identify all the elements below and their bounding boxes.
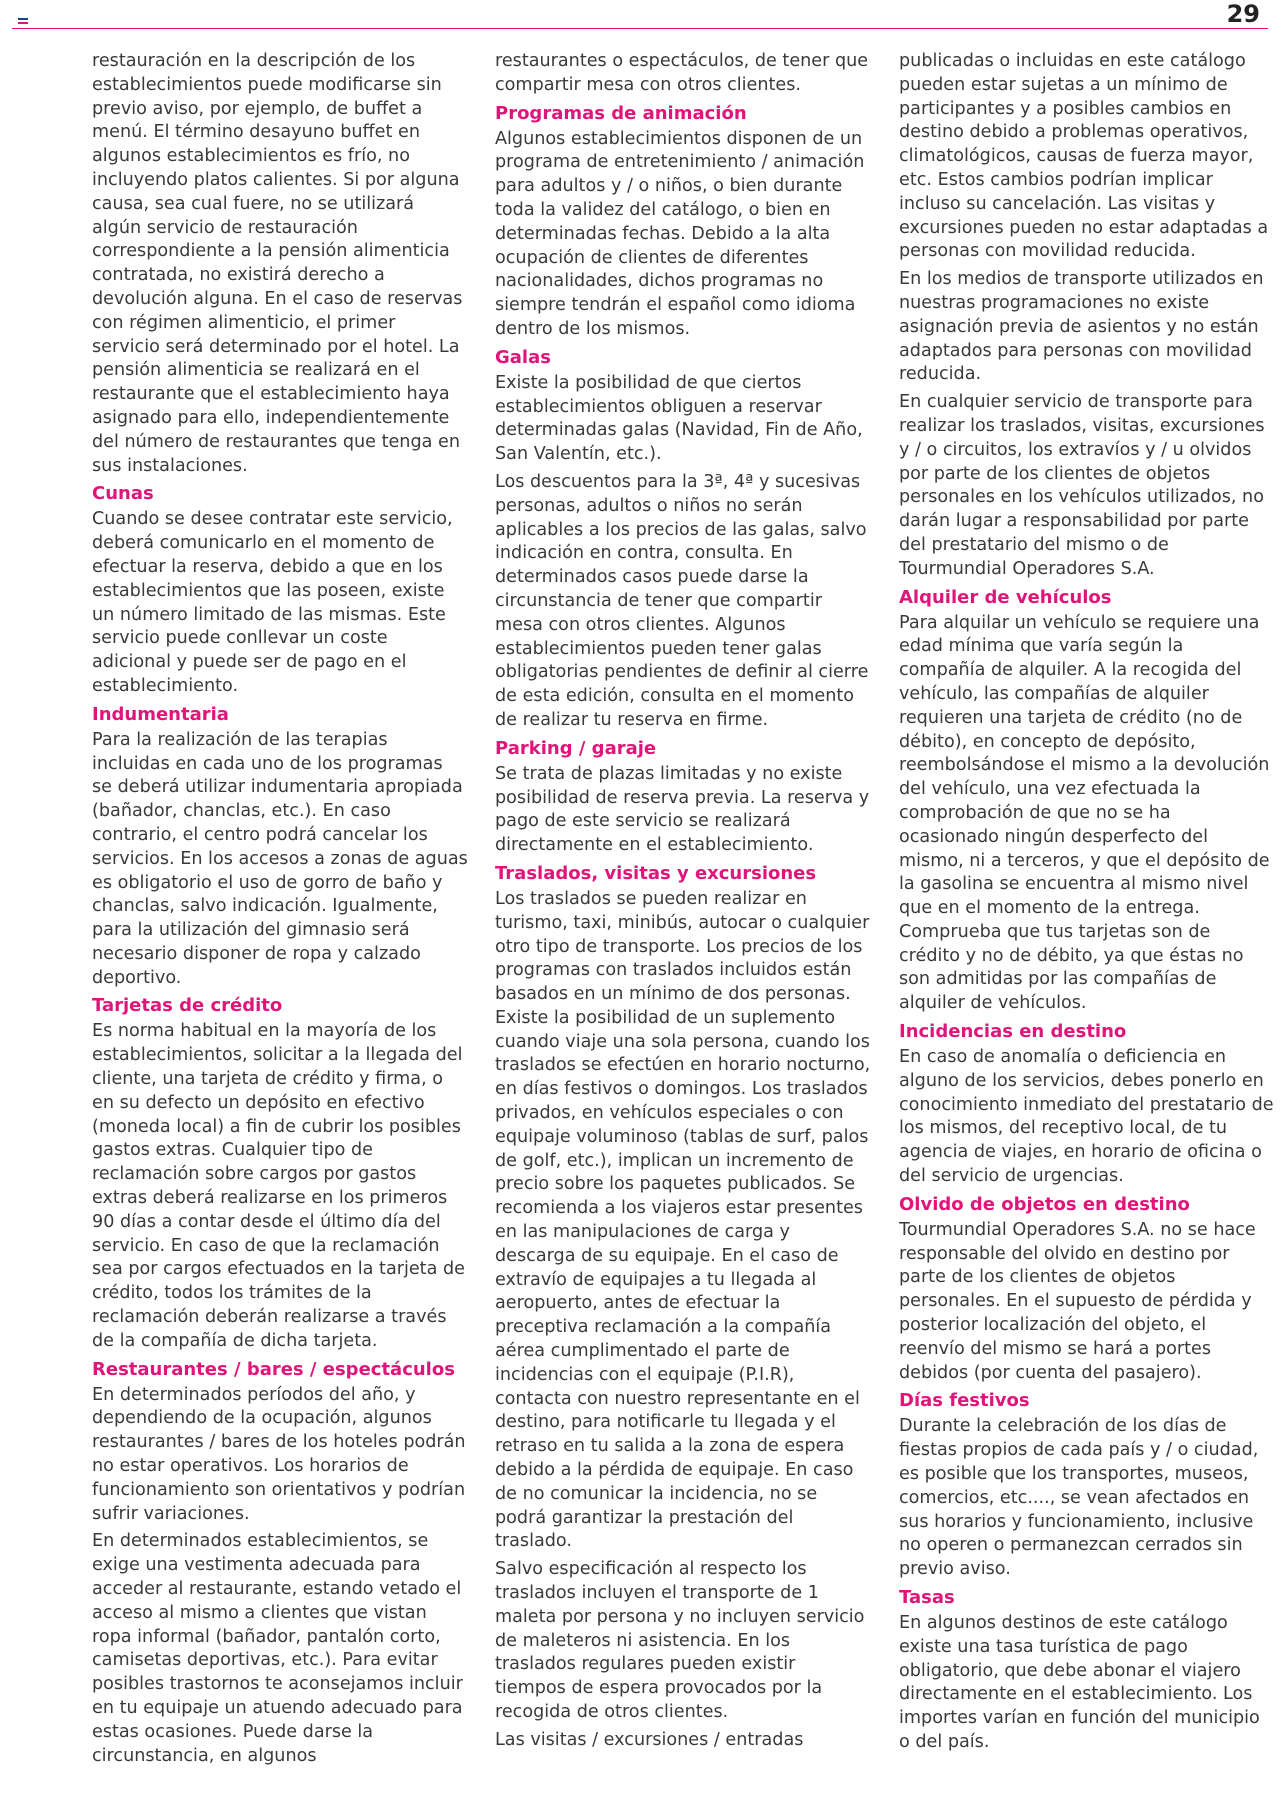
column-1 [92,50,468,1772]
page-number: 29 [1226,0,1260,28]
paragraph: Tourmundial Operadores S.A. no se hace responsable del olvido en destino por parte de los clientes de objetos personales. En el supuesto de pérdida y posterior localización del objeto, el reenvío del mismo se hará a portes debidos (por cuenta del pasajero). [899,1219,1256,1383]
paragraph: Durante la celebración de los días de fiestas propios de cada país y / o ciudad, es posible que los transportes, museos, comercios, etc...., se vean afectados en sus horarios y funcionamiento, inclusive no operen o permanezcan cerrados sin previo aviso. [899,1416,1259,1580]
paragraph: Algunos establecimientos disponen de un programa de entretenimiento / animación para adultos y / o niños, o bien durante toda la validez del catálogo, o bien en determinadas fechas. Debido a la alta ocupación de clientes de diferentes nacionalidades, dichos programas no siempre tendrán el español como idioma dentro de los mismos. [495,128,865,339]
paragraph: Para alquilar un vehículo se requiere una edad mínima que varía según la compañía de alquiler. A la recogida del vehículo, las compañías de alquiler requieren una tarjeta de crédito (no de débito), en concepto de depósito, reembolsándose el mismo a la devolución del vehículo, una vez efectuada la comprobación de que no se ha ocasionado ningún desperfecto del mismo, ni a terceros, y que el depósito de la gasolina se encuentra al mismo nivel que en el momento de la entrega. Comprueba que tus tarjetas son de crédito y no de débito, ya que éstas no son admitidas por las compañías de alquiler de vehículos. [899,612,1270,1014]
paragraph: En determinados establecimientos, se exige una vestimenta adecuada para acceder al restaurante, estando vetado el acceso al mismo a clientes que vistan ropa informal (bañador, pantalón corto, camisetas deportivas, etc.). Para evitar posibles trastornos te aconsejamos incluir en tu equipaje un atuendo adecuado para estas ocasiones. Puede darse la circunstancia, en algunos [92,1531,463,1766]
paragraph: Es norma habitual en la mayoría de los establecimientos, solicitar a la llegada del cliente, una tarjeta de crédito y firma, o en su defecto un depósito en efectivo (moneda local) a fin de cubrir los posibles gastos extras. Cualquier tipo de reclamación sobre cargos por gastos extras deberá realizarse en los primeros 90 días a contar desde el último día del servicio. En caso de que la reclamación sea por cargos efectuados en la tarjeta de crédito, todos los trámites de la reclamación deberán realizarse a través de la compañía de dicha tarjeta. [92,1021,465,1351]
paragraph: Se trata de plazas limitadas y no existe posibilidad de reserva previa. La reserva y pago de este servicio se realizará directamente en el establecimiento. [495,763,870,856]
section-heading-traslados: Traslados, visitas y excursiones [495,862,817,884]
paragraph: Las visitas / excursiones / entradas [495,1729,804,1750]
section-heading-incidencias: Incidencias en destino [899,1021,1127,1043]
section-heading-festivos: Días festivos [899,1390,1030,1412]
column-3 [899,50,1275,1759]
paragraph: En cualquier servicio de transporte para realizar los traslados, visitas, excursiones y / o circuitos, los extravíos y / u olvidos por parte de los clientes de objetos personales en los vehículos utilizados, no darán lugar a responsabilidad por parte del prestatario del mismo o de Tourmundial Operadores S.A. [899,392,1265,579]
section-heading-alquiler: Alquiler de vehículos [899,586,1112,608]
paragraph: Para la realización de las terapias incluidas en cada uno de los programas se deberá utilizar indumentaria apropiada (bañador, chanclas, etc.). En caso contrario, el centro podrá cancelar los servicios. En los accesos a zonas de aguas es obligatorio el uso de gorro de baño y chanclas, salvo indicación. Igualmente, para la utilización del gimnasio será necesario disponer de ropa y calzado deportivo. [92,729,468,988]
paragraph: En determinados períodos del año, y dependiendo de la ocupación, algunos restaurantes / bares de los hoteles podrán no estar operativos. Los horarios de funcionamiento son orientativos y podrían sufrir variaciones. [92,1384,466,1524]
column-2 [495,50,871,1757]
paragraph: publicadas o incluidas en este catálogo pueden estar sujetas a un mínimo de participantes y a posibles cambios en destino debido a problemas operativos, climatológicos, causas de fuerza mayor, etc. Estos cambios podrían implicar incluso su cancelación. Las visitas y excursiones pueden no estar adaptadas a personas con movilidad reducida. [899,51,1269,262]
paragraph: Los traslados se pueden realizar en turismo, taxi, minibús, autocar o cualquier otro tipo de transporte. Los precios de los programas con traslados incluidos están basados en un mínimo de dos personas. Existe la posibilidad de un suplemento cuando viaje una sola persona, cuando los traslados se efectúen en horario nocturno, en días festivos o domingos. Los traslados privados, en vehículos especiales o con equipaje voluminoso (tablas de surf, palos de golf, etc.), implican un incremento de precio sobre los paquetes publicados. Se recomienda a los viajeros estar presentes en las manipulaciones de carga y descarga de su equipaje. En el caso de extravío de equipajes a tu llegada al aeropuerto, antes de efectuar la preceptiva reclamación a la compañía aérea cumplimentado el parte de incidencias con el equipaje (P.I.R), contacta con nuestro representante en el destino, para notificarle tu llegada y el retraso en tu salida a la zona de espera debido a la pérdida de equipaje. En caso de no comunicar la incidencia, no se podrá garantizar la prestación del traslado. [495,888,871,1552]
paragraph: Salvo especificación al respecto los traslados incluyen el transporte de 1 maleta por persona y no incluyen servicio de maleteros ni asistencia. En los traslados regulares pueden existir tiempos de espera provocados por la recogida de otros clientes. [495,1559,865,1722]
section-heading-olvido: Olvido de objetos en destino [899,1193,1190,1215]
paragraph: En algunos destinos de este catálogo existe una tasa turística de pago obligatorio, que debe abonar el viajero directamente en el establecimiento. Los importes varían en función del municipio o del país. [899,1613,1260,1752]
section-heading-tarjetas: Tarjetas de crédito [92,995,283,1017]
paragraph: restaurantes o espectáculos, de tener que compartir mesa con otros clientes. [495,51,869,95]
menu-mark-icon [18,18,28,26]
section-heading-programas: Programas de animación [495,102,747,124]
paragraph: restauración en la descripción de los establecimientos puede modificarse sin previo aviso, por ejemplo, de buffet a menú. El término desayuno buffet en algunos establecimientos es frío, no incluyendo platos calientes. Si por alguna causa, sea cual fuere, no se utilizará algún servicio de restauración correspondiente a la pensión alimenticia contratada, no existirá derecho a devolución alguna. En el caso de reservas con régimen alimenticio, el primer servicio será determinado por el hotel. La pensión alimenticia se realizará en el restaurante que el establecimiento haya asignado para ello, independientemente del número de restaurantes que tenga en sus instalaciones. [92,51,463,476]
section-heading-galas: Galas [495,346,551,368]
paragraph: En los medios de transporte utilizados en nuestras programaciones no existe asignación previa de asientos y no están adaptados para personas con movilidad reducida. [899,269,1264,385]
paragraph: Cuando se desee contratar este servicio, deberá comunicarlo en el momento de efectuar la reserva, debido a que en los establecimientos que las poseen, existe un número limitado de las mismas. Este servicio puede conllevar un coste adicional y puede ser de pago en el establecimiento. [92,509,453,696]
section-heading-restaurantes: Restaurantes / bares / espectáculos [92,1358,455,1380]
paragraph: Existe la posibilidad de que ciertos establecimientos obliguen a reservar determinadas galas (Navidad, Fin de Año, San Valentín, etc.). [495,372,863,465]
section-heading-cunas: Cunas [92,483,154,505]
header-rule [12,28,1268,29]
section-heading-indumentaria: Indumentaria [92,703,229,725]
paragraph: Los descuentos para la 3ª, 4ª y sucesivas personas, adultos o niños no serán aplicables a los precios de las galas, salvo indicación en contra, consulta. En determinados casos puede darse la circunstancia de tener que compartir mesa con otros clientes. Algunos establecimientos pueden tener galas obligatorias pendientes de definir al cierre de esta edición, consulta en el momento de realizar tu reserva en firme. [495,471,869,730]
section-heading-parking: Parking / garaje [495,737,657,759]
section-heading-tasas: Tasas [899,1587,955,1609]
paragraph: En caso de anomalía o deficiencia en alguno de los servicios, debes ponerlo en conocimiento inmediato del prestatario de los mismos, del receptivo local, de tu agencia de viajes, en horario de oficina o del servicio de urgencias. [899,1047,1274,1187]
